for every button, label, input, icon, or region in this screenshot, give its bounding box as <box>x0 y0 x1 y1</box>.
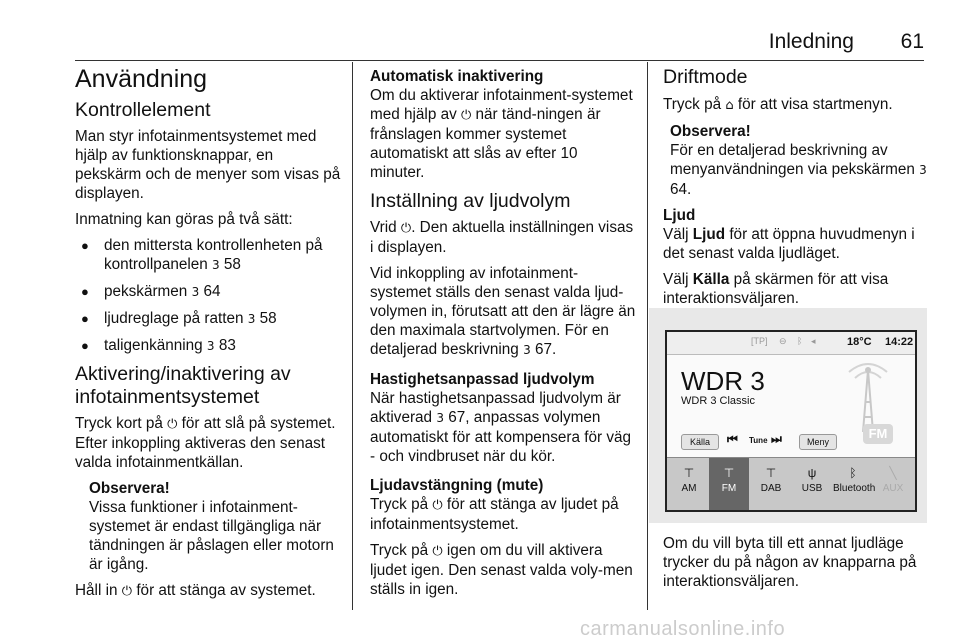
list-item: ● ljudreglage på ratten 3 58 <box>81 310 277 327</box>
page-number: 61 <box>900 30 924 53</box>
fm-badge: FM <box>863 424 893 444</box>
heading-speed-volume: Hastighetsanpassad ljudvolym <box>370 371 595 388</box>
seek-back-icon[interactable]: ⏮ <box>727 432 738 446</box>
heading-volume: Inställning av ljudvolym <box>370 190 571 212</box>
section-title: Inledning <box>768 30 854 53</box>
paragraph: Inmatning kan göras på två sätt: <box>75 211 293 228</box>
bluetooth-status-icon: ᛒ <box>797 336 803 346</box>
note-text: Vissa funktioner i infotainment-systemet är endast tillgängliga när tändningen är påslagen eller motorn är igång. <box>89 499 334 573</box>
input-methods-list <box>75 236 343 356</box>
watermark: carmanualsonline.info <box>580 618 786 640</box>
source-button[interactable]: Källa <box>681 434 719 450</box>
power-icon: ⏻ <box>460 108 472 123</box>
note-title: Observera! <box>89 480 170 497</box>
page-reference[interactable]: 67 <box>534 341 552 358</box>
source-bluetooth-button[interactable]: ᛒ Bluetooth <box>833 466 876 494</box>
bullet-icon: ● <box>81 311 89 326</box>
paragraph: Om du aktiverar infotainment-systemet med hjälp av ⏻ när tänd-ningen är frånslagen kommer systemet automatiskt att slås av efter 10 minuter. <box>370 87 633 181</box>
antenna-icon: ⊤ <box>723 466 735 480</box>
infotainment-screen-illustration <box>649 308 927 523</box>
header-rule <box>75 60 924 61</box>
power-icon: ⏻ <box>400 221 412 236</box>
menu-button[interactable]: Meny <box>799 434 837 450</box>
reference-arrow-icon: 3 <box>247 312 256 326</box>
phone-icon: ⊖ <box>779 336 787 346</box>
paragraph: Håll in ⏻ för att stänga av systemet. <box>75 582 316 599</box>
paragraph: Tryck på ⏻ igen om du vill aktivera ljudet igen. Den senast valda voly-men ställs in igen. <box>370 542 633 598</box>
power-icon: ⏻ <box>432 544 443 559</box>
column-2 <box>370 62 636 606</box>
page-reference[interactable]: 64 <box>203 283 221 300</box>
heading-activation: Aktivering/inaktivering av infotainmentsystemet <box>75 363 291 408</box>
list-item: ● taligenkänning 3 83 <box>81 337 236 354</box>
station-subtitle: WDR 3 Classic <box>681 395 755 407</box>
reference-arrow-icon: 3 <box>206 339 215 353</box>
paragraph: När hastighetsanpassad ljudvolym är aktiverad 3 67, anpassas volymen automatiskt för att kompensera för väg - och vindbruset när du kör. <box>370 390 632 465</box>
page-reference[interactable]: 58 <box>223 256 241 273</box>
paragraph: Tryck på ⌂ för att visa startmenyn. <box>663 96 893 113</box>
column-divider-2 <box>647 62 648 610</box>
seek-forward-icon[interactable]: ⏭ <box>771 432 782 446</box>
heading-mute: Ljudavstängning (mute) <box>370 477 544 494</box>
speaker-icon: ◂ <box>811 336 816 346</box>
reference-arrow-icon: 3 <box>919 163 927 177</box>
paragraph: Välj Källa på skärmen för att visa interaktionsväljaren. <box>663 271 889 307</box>
list-item: ● den mittersta kontrollenheten på kontrollpanelen 3 58 <box>81 237 323 273</box>
heading-controls: Kontrollelement <box>75 99 211 121</box>
list-item: ● pekskärmen 3 64 <box>81 283 221 300</box>
page-reference[interactable]: 83 <box>218 337 236 354</box>
column-divider-1 <box>352 62 353 610</box>
bullet-icon: ● <box>81 284 89 299</box>
reference-arrow-icon: 3 <box>523 343 531 357</box>
column-1 <box>75 62 343 608</box>
page-header <box>75 30 924 56</box>
source-fm-button[interactable]: ⊤ FM <box>709 458 749 510</box>
source-usb-button[interactable]: ψ USB <box>792 458 832 510</box>
reference-arrow-icon: 3 <box>436 411 444 425</box>
paragraph: Vrid ⏻. Den aktuella inställningen visas i displayen. <box>370 219 634 256</box>
interaction-selector <box>667 457 915 510</box>
aux-icon: ╲ <box>889 466 897 480</box>
reference-arrow-icon: 3 <box>191 285 200 299</box>
paragraph: Vid inkoppling av infotainment-systemet ställs den senast valda ljud-volymen in, förutsatt att den är lägre än den maximala startvolymen. För en detaljerad beskrivning 3 67. <box>370 265 636 358</box>
paragraph: Tryck på ⏻ för att stänga av ljudet på infotainmentsystemet. <box>370 496 619 533</box>
paragraph: Man styr infotainmentsystemet med hjälp av funktionsknappar, en pekskärm och de menyer som visas på displayen. <box>75 128 341 202</box>
bullet-icon: ● <box>81 338 89 353</box>
paragraph: Välj Ljud för att öppna huvudmenyn i det senast valda ljudläget. <box>663 226 915 262</box>
usb-icon: ψ <box>807 466 817 480</box>
power-icon: ⏻ <box>432 498 443 513</box>
heading-auto-off: Automatisk inaktivering <box>370 68 544 85</box>
status-bar <box>667 332 915 355</box>
station-name: WDR 3 <box>681 366 765 396</box>
power-icon: ⏻ <box>121 584 133 599</box>
antenna-icon: ⊤ <box>765 466 777 480</box>
traffic-program-icon: [TP] <box>751 336 768 346</box>
heading-operation: Driftmode <box>663 66 748 88</box>
power-icon: ⏻ <box>167 417 178 432</box>
bullet-icon: ● <box>81 238 89 253</box>
heading-usage: Användning <box>75 65 208 93</box>
paragraph: Tryck kort på ⏻ för att slå på systemet. Efter inkoppling aktiveras den senast valda infotainmentkällan. <box>75 415 336 471</box>
source-aux-button[interactable]: ╲ AUX <box>873 458 913 510</box>
source-am-button[interactable]: ⊤ AM <box>669 458 709 510</box>
home-icon: ⌂ <box>725 98 734 113</box>
source-dab-button[interactable]: ⊤ DAB <box>751 458 791 510</box>
page-reference[interactable]: 58 <box>259 310 277 327</box>
antenna-icon: ⊤ <box>683 466 695 480</box>
paragraph: Om du vill byta till ett annat ljudläge trycker du på någon av knapparna på interaktionsväljaren. <box>663 535 917 590</box>
note-text: För en detaljerad beskrivning av menyanvändningen via pekskärmen <box>670 142 915 178</box>
note-box <box>75 479 343 574</box>
reference-arrow-icon: 3 <box>212 258 220 272</box>
clock: 14:22 <box>885 336 914 348</box>
display <box>665 330 917 512</box>
note-box <box>663 122 931 199</box>
page-reference[interactable]: 64. <box>670 181 692 198</box>
tune-button[interactable]: Tune <box>749 436 768 445</box>
note-title: Observera! <box>670 123 751 140</box>
bluetooth-icon: ᛒ <box>849 466 857 480</box>
page-reference[interactable]: 67 <box>448 409 466 426</box>
temperature: 18°C <box>847 336 872 348</box>
heading-sound: Ljud <box>663 207 696 224</box>
